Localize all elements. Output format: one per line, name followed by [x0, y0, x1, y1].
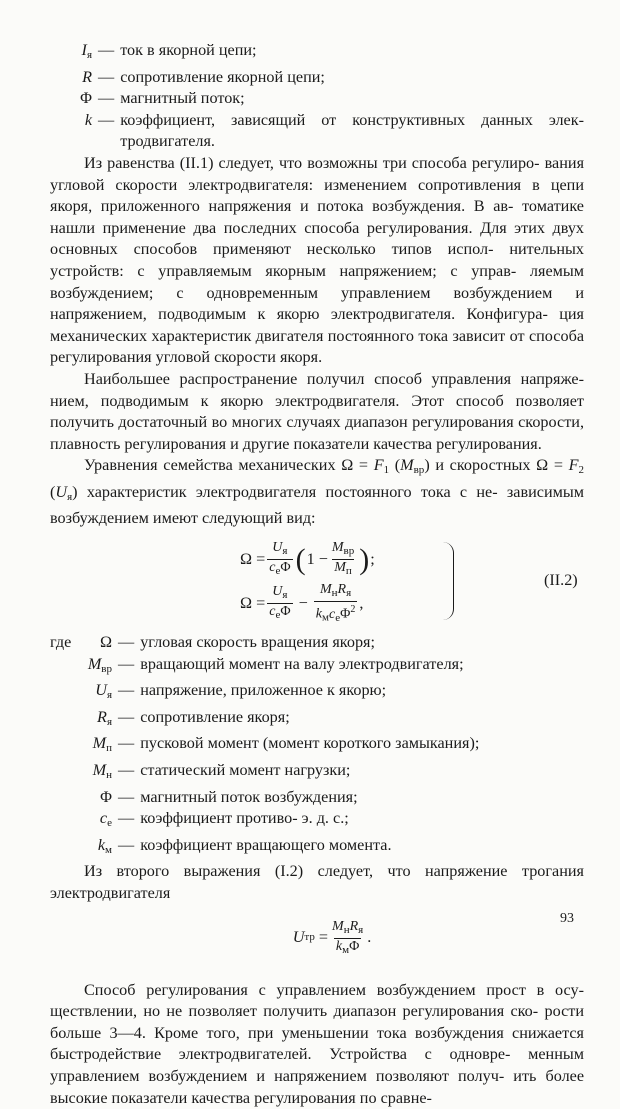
paragraph-starting-voltage: Из второго выражения (I.2) следует, что напряжение трогания электродвигателя [50, 862, 584, 902]
definition-row: где Ω — угловая скорость вращения якоря; [50, 633, 375, 652]
definition-row: $I_я$ — ток в якорной цепи; [81, 41, 257, 61]
page-number: 93 [560, 911, 574, 926]
equation-speed-torque: Ω = $\frac{U_я}{c_e\Phi}$ ( 1 − $\frac{M_{вр}}{M_п}$ ) ; [240, 540, 375, 578]
definition-row: $c_e$ — коэффициент противо- э. д. с.; [99, 809, 349, 830]
definition-row: $U_я$ — напряжение, приложенное к якорю; [95, 681, 387, 702]
definition-row: R — сопротивление якорной цепи; [82, 67, 325, 86]
paragraph-equations-intro: Уравнения семейства механических $\Omega = F_1$ $(M_{вр})$ и скоростных $\Omega = F_2$ $(U_я)$ характеристик электродвигателя постоянного тока с не- зависимым возбуждением имеют следующий вид: [50, 456, 585, 528]
definition-row: Φ — магнитный поток возбуждения; [100, 787, 358, 806]
definition-row: $k_м$ — коэффициент вращающего момента. [97, 835, 392, 856]
definition-row: k — коэффициент, зависящий от конструктивных данных элек- [84, 110, 584, 129]
equation-brace [443, 542, 454, 620]
definition-row: Φ — магнитный поток; [80, 89, 245, 108]
paragraph-voltage-control: Наибольшее распространение получил способ управления напряже- нием, подводимым к якорю электродвигателя. Этот способ позволяет получить достаточный во многих случаях диапазон регулирования скорости, плавность регулирования и другие показатели качества регулирования. [50, 369, 584, 453]
equation-block-ii2 [50, 540, 584, 624]
definition-row: $R_я$ — сопротивление якоря; [97, 707, 290, 728]
equation-speed-load: Ω = $\frac{U_я}{c_e\Phi}$ − $\frac{M_нR_я}{k_мc_e\Phi^2}$ , [240, 582, 364, 624]
definition-row-continuation: тродвигателя. [120, 132, 215, 151]
paragraph-regulation-methods: Из равенства (II.1) следует, что возможны три способа регулиро- вания угловой скорости электродвигателя: изменением сопротивления в цепи якоря, приложенного напряжения и потока возбуждения. В ав- томатике нашли применение два последних способа регулирования. Для этих двух основных способов применяют несколько типов испол- нительных устройств: с управляемым якорным напряжением; с управ- ляемым возбуждением; с одновременным управлением возбуждением и напряжением, подводимым к якорю электродвигателя. Конфигура- ция механических характеристик двигателя постоянного тока зависит от способа регулирования угловой скорости якоря. [50, 153, 585, 367]
definition-row: $M_{вр}$ — вращающий момент на валу электродвигателя; [87, 654, 464, 675]
definition-row: $M_н$ — статический момент нагрузки; [92, 761, 351, 782]
symbol-definitions-bottom [50, 632, 584, 861]
definition-row: $M_п$ — пусковой момент (момент короткого замыкания); [92, 734, 480, 755]
equation-number: (II.2) [544, 571, 578, 590]
equation-starting-voltage: U тр = $\frac{M_нR_я}{k_м\Phi}$ . [292, 918, 372, 956]
symbol-definitions-top [50, 40, 584, 153]
paragraph-excitation-control: Способ регулирования с управлением возбуждением прост в осу- ществлении, но не позволяет получить диапазон регулирования ско- рости больше 3—4. Кроме того, при уменьшении тока возбуждения снижается быстродействие электродвигателей. Устройства с одновре- менным управлением возбуждением и напряжением позволяют получ- ить более высокие показатели качества регулирования по сравне- [50, 980, 585, 1107]
